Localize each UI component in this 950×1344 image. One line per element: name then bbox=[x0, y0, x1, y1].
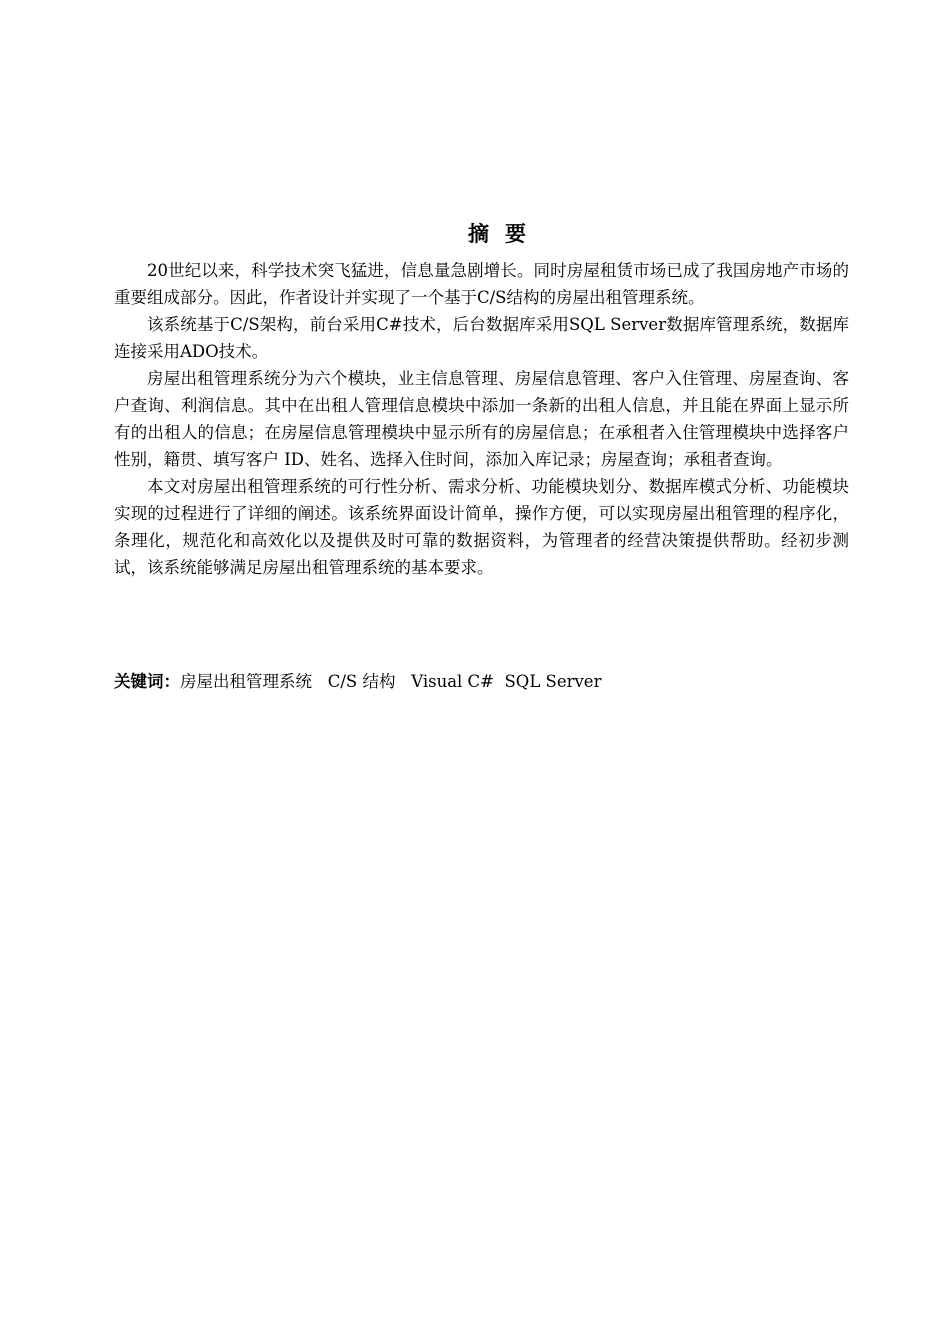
abstract-paragraph-4: 本文对房屋出租管理系统的可行性分析、需求分析、功能模块划分、数据库模式分析、功能模块实现的过程进行了详细的阐述。该系统界面设计简单，操作方便，可以实现房屋出租管理的程序化，条理化，规范化和高效化以及提供及时可靠的数据资料，为管理者的经营决策提供帮助。经初步测试，该系统能够满足房屋出租管理系统的基本要求。 bbox=[114, 477, 849, 577]
abstract-paragraph-2: 该系统基于C/S架构，前台采用C#技术，后台数据库采用SQL Server数据库管理系统，数据库连接采用ADO技术。 bbox=[114, 315, 849, 361]
keywords-label: 关键词： bbox=[114, 672, 180, 691]
abstract-paragraph-1: 20世纪以来，科学技术突飞猛进，信息量急剧增长。同时房屋租赁市场已成了我国房地产市场的重要组成部分。因此，作者设计并实现了一个基于C/S结构的房屋出租管理系统。 bbox=[114, 261, 849, 307]
keywords-line bbox=[114, 668, 849, 695]
keywords-text: 房屋出租管理系统 C/S 结构 Visual C# SQL Server bbox=[180, 672, 602, 691]
abstract-title: 摘要 bbox=[468, 221, 542, 246]
abstract-body bbox=[114, 257, 849, 581]
abstract-paragraph-3: 房屋出租管理系统分为六个模块，业主信息管理、房屋信息管理、客户入住管理、房屋查询、客户查询、利润信息。其中在出租人管理信息模块中添加一条新的出租人信息，并且能在界面上显示所有的出租人的信息；在房屋信息管理模块中显示所有的房屋信息；在承租者入住管理模块中选择客户性别，籍贯、填写客户 ID、姓名、选择入住时间，添加入库记录；房屋查询；承租者查询。 bbox=[114, 369, 849, 469]
